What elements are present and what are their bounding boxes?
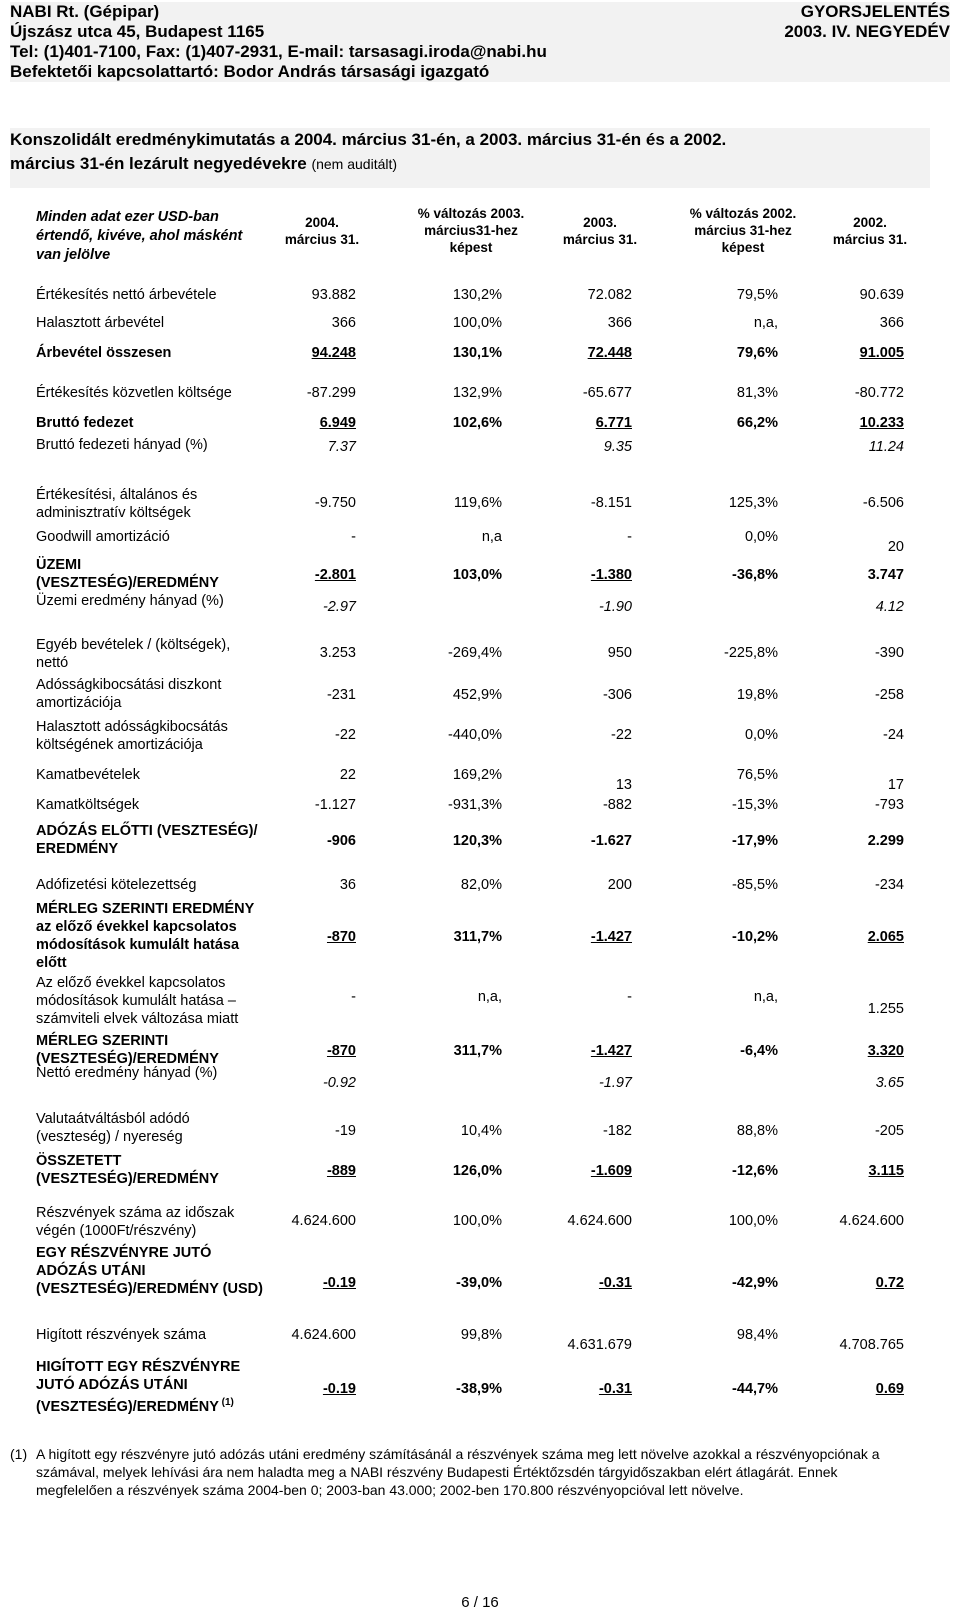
- cell-value: 11.24: [868, 439, 904, 455]
- cell-value: -889: [326, 1163, 356, 1179]
- cell-value: -231: [326, 687, 356, 703]
- cell-value: 100,0%: [728, 1213, 778, 1229]
- row-label: ÖSSZETETT (VESZTESÉG)/EREDMÉNY: [36, 1153, 219, 1187]
- cell-value: 950: [607, 645, 632, 661]
- cell-value: 6.949: [319, 415, 356, 431]
- cell-value: -6,4%: [740, 1043, 778, 1059]
- col-2004: 2004. március 31.: [284, 215, 360, 247]
- cell-value: 99,8%: [460, 1327, 502, 1343]
- cell-value: -9.750: [314, 495, 356, 511]
- col-change-2002: % változás 2002. március 31-hez képest: [689, 206, 797, 255]
- row-label: Részvények száma az időszak végén (1000Ft/részvény): [36, 1205, 235, 1239]
- row-label: Értékesítés nettó árbevétele: [36, 287, 217, 303]
- cell-value: -1.380: [590, 567, 632, 583]
- row-label: Értékesítési, általános és adminisztratív költségek: [36, 487, 198, 521]
- cell-value: 22: [339, 767, 356, 783]
- cell-value: 82,0%: [460, 877, 502, 893]
- cell-value: -2.801: [314, 567, 356, 583]
- row-label: Nettó eredmény hányad (%): [36, 1065, 218, 1081]
- cell-value: 3.747: [867, 567, 904, 583]
- cell-value: 98,4%: [736, 1327, 778, 1343]
- cell-value: -182: [602, 1123, 632, 1139]
- cell-value: -1.427: [590, 929, 632, 945]
- cell-value: n,a: [481, 529, 502, 545]
- cell-value: -205: [874, 1123, 904, 1139]
- cell-value: 4.624.600: [291, 1327, 356, 1343]
- cell-value: 36: [339, 877, 356, 893]
- row-label: Értékesítés közvetlen költsége: [36, 385, 232, 401]
- cell-value: -1.609: [590, 1163, 632, 1179]
- cell-value: 132,9%: [452, 385, 502, 401]
- title-line-2-text: március 31-én lezárult negyedévekre: [10, 154, 307, 173]
- cell-value: -931,3%: [447, 797, 502, 813]
- cell-value: -: [351, 529, 356, 545]
- cell-value: -12,6%: [732, 1163, 778, 1179]
- row-label: Kamatköltségek: [36, 797, 140, 813]
- row-label: Az előző évekkel kapcsolatos módosítások kumulált hatása – számviteli elvek változása miatt: [36, 975, 239, 1027]
- row-label: HIGÍTOTT EGY RÉSZVÉNYRE JUTÓ ADÓZÁS UTÁNI (VESZTESÉG)/EREDMÉNY $^{(1)}$: [36, 1359, 241, 1415]
- cell-value: 19,8%: [736, 687, 778, 703]
- row-label: ADÓZÁS ELŐTTI (VESZTESÉG)/ EREDMÉNY: [36, 823, 258, 857]
- cell-value: -1.427: [590, 1043, 632, 1059]
- cell-value: 79,5%: [736, 287, 778, 303]
- cell-value: -793: [874, 797, 904, 813]
- cell-value: n,a,: [753, 989, 778, 1005]
- cell-value: 79,6%: [736, 345, 778, 361]
- col-change-2003: % változás 2003. március31-hez képest: [417, 206, 525, 255]
- cell-value: 91.005: [859, 345, 904, 361]
- cell-value: 130,1%: [452, 345, 502, 361]
- cell-value: 72.082: [587, 287, 632, 303]
- cell-value: 76,5%: [736, 767, 778, 783]
- title-line-2: [10, 152, 930, 176]
- units-note: Minden adat ezer USD-ban értendő, kivéve, ahol másként van jelölve: [36, 209, 243, 263]
- col-2003: 2003. március 31.: [562, 215, 638, 247]
- cell-value: -390: [874, 645, 904, 661]
- company-address: Újszász utca 45, Budapest 1165: [10, 22, 265, 41]
- cell-value: 169,2%: [452, 767, 502, 783]
- cell-value: -6.506: [862, 495, 904, 511]
- cell-value: -0.19: [322, 1381, 356, 1397]
- row-label: MÉRLEG SZERINTI (VESZTESÉG)/EREDMÉNY: [36, 1033, 219, 1067]
- cell-value: 119,6%: [453, 495, 502, 511]
- cell-value: -269,4%: [447, 645, 502, 661]
- row-label: Üzemi eredmény hányad (%): [36, 593, 224, 609]
- cell-value: -80.772: [854, 385, 904, 401]
- cell-value: 13: [615, 777, 632, 793]
- cell-value: 311,7%: [453, 929, 502, 945]
- cell-value: 4.708.765: [839, 1337, 904, 1353]
- cell-value: 0,0%: [744, 529, 778, 545]
- cell-value: -10,2%: [732, 929, 778, 945]
- cell-value: 3.65: [875, 1075, 904, 1091]
- row-label: Kamatbevételek: [36, 767, 140, 783]
- cell-value: -42,9%: [732, 1275, 778, 1291]
- cell-value: 4.624.600: [839, 1213, 904, 1229]
- cell-value: -258: [874, 687, 904, 703]
- col-2002: 2002. március 31.: [832, 215, 908, 247]
- report-header: [10, 2, 950, 82]
- cell-value: 81,3%: [736, 385, 778, 401]
- footnote-mark: (1): [10, 1446, 28, 1462]
- cell-value: -0.31: [598, 1381, 632, 1397]
- cell-value: 100,0%: [452, 1213, 502, 1229]
- cell-value: 366: [331, 315, 356, 331]
- row-label: Goodwill amortizáció: [36, 529, 170, 545]
- audit-note: (nem auditált): [311, 156, 398, 172]
- cell-value: 125,3%: [728, 495, 778, 511]
- cell-value: 311,7%: [453, 1043, 502, 1059]
- title-line-1: Konszolidált eredménykimutatás a 2004. március 31-én, a 2003. március 31-én és a 2002.: [10, 130, 727, 149]
- row-label: Adósságkibocsátási diszkont amortizációja: [36, 677, 222, 711]
- cell-value: 20: [887, 539, 904, 555]
- cell-value: -870: [326, 929, 356, 945]
- company-contact: Tel: (1)401-7100, Fax: (1)407-2931, E-mail: tarsasagi.iroda@nabi.hu: [10, 42, 547, 61]
- cell-value: 200: [607, 877, 632, 893]
- row-label: EGY RÉSZVÉNYRE JUTÓ ADÓZÁS UTÁNI (VESZTESÉG)/EREDMÉNY (USD): [36, 1245, 263, 1297]
- cell-value: 2.299: [867, 833, 904, 849]
- cell-value: 366: [879, 315, 904, 331]
- cell-value: -85,5%: [732, 877, 778, 893]
- cell-value: -306: [602, 687, 632, 703]
- investor-relations: Befektetői kapcsolattartó: Bodor András társasági igazgató: [10, 62, 490, 81]
- cell-value: -1.627: [590, 833, 632, 849]
- cell-value: 72.448: [587, 345, 632, 361]
- cell-value: n,a,: [753, 315, 778, 331]
- cell-value: 93.882: [311, 287, 356, 303]
- cell-value: -906: [326, 833, 356, 849]
- cell-value: -1.90: [598, 599, 632, 615]
- cell-value: -38,9%: [456, 1381, 502, 1397]
- cell-value: -0.19: [322, 1275, 356, 1291]
- cell-value: -8.151: [590, 495, 632, 511]
- cell-value: 102,6%: [452, 415, 502, 431]
- cell-value: -44,7%: [732, 1381, 778, 1397]
- cell-value: -440,0%: [447, 727, 502, 743]
- cell-value: 4.624.600: [291, 1213, 356, 1229]
- company-name: NABI Rt. (Gépipar): [10, 2, 160, 21]
- cell-value: -: [627, 989, 632, 1005]
- cell-value: n,a,: [477, 989, 502, 1005]
- cell-value: -36,8%: [732, 567, 778, 583]
- footnote-text: A higított egy részvényre jutó adózás utáni eredmény számításánál a részvények száma meg lett növelve azokkal a részvényopciónak a számával, melyek lehívási ára nem haladta meg a NABI részvény Budapesti Értéktőzsdén tárgyidőszakban elért átlagárát. Ennek megfelelően a részvények száma 2004-ben 0; 2003-ban 43.000; 2002-ben 170.800 részvényopcióval lett növelve.: [36, 1446, 880, 1498]
- report-period: 2003. IV. NEGYEDÉV: [784, 22, 950, 41]
- row-label: Bruttó fedezet: [36, 415, 134, 431]
- cell-value: 3.253: [319, 645, 356, 661]
- cell-value: -22: [611, 727, 632, 743]
- row-label: Halasztott adósságkibocsátás költségének amortizációja: [36, 719, 228, 753]
- cell-value: -: [627, 529, 632, 545]
- cell-value: -0.92: [322, 1075, 356, 1091]
- cell-value: -17,9%: [732, 833, 778, 849]
- cell-value: 9.35: [603, 439, 632, 455]
- cell-value: 2.065: [867, 929, 904, 945]
- cell-value: -65.677: [582, 385, 632, 401]
- cell-value: -39,0%: [456, 1275, 502, 1291]
- cell-value: -87.299: [306, 385, 356, 401]
- row-label: Valutaátváltásból adódó (veszteség) / nyereség: [36, 1111, 190, 1145]
- cell-value: -19: [335, 1123, 356, 1139]
- row-label: Higított részvények száma: [36, 1327, 207, 1343]
- cell-value: 0.72: [875, 1275, 904, 1291]
- cell-value: -1.127: [314, 797, 356, 813]
- cell-value: 0,0%: [744, 727, 778, 743]
- cell-value: 10,4%: [460, 1123, 502, 1139]
- footnote-ref: (1): [218, 1397, 234, 1408]
- cell-value: 94.248: [311, 345, 356, 361]
- row-label: MÉRLEG SZERINTI EREDMÉNY az előző évekkel kapcsolatos módosítások kumulált hatása előtt: [36, 901, 255, 971]
- cell-value: -: [351, 989, 356, 1005]
- cell-value: -234: [874, 877, 904, 893]
- cell-value: -2.97: [322, 599, 356, 615]
- cell-value: 126,0%: [452, 1163, 502, 1179]
- row-label: Bruttó fedezeti hányad (%): [36, 437, 208, 453]
- cell-value: 4.12: [875, 599, 904, 615]
- row-label: Egyéb bevételek / (költségek), nettó: [36, 637, 231, 671]
- row-label: ÜZEMI (VESZTESÉG)/EREDMÉNY: [36, 557, 219, 591]
- cell-value: 6.771: [595, 415, 632, 431]
- cell-value: 7.37: [327, 439, 356, 455]
- cell-value: -24: [883, 727, 904, 743]
- cell-value: 17: [887, 777, 904, 793]
- cell-value: 66,2%: [736, 415, 778, 431]
- cell-value: 130,2%: [452, 287, 502, 303]
- cell-value: 4.624.600: [567, 1213, 632, 1229]
- cell-value: -225,8%: [723, 645, 778, 661]
- cell-value: 88,8%: [736, 1123, 778, 1139]
- cell-value: 3.115: [868, 1163, 904, 1179]
- cell-value: 4.631.679: [567, 1337, 632, 1353]
- cell-value: 120,3%: [452, 833, 502, 849]
- footnote: [10, 1445, 916, 1499]
- cell-value: 0.69: [875, 1381, 904, 1397]
- page-number: 6 / 16: [461, 1594, 499, 1611]
- cell-value: -1.97: [598, 1075, 632, 1091]
- cell-value: 3.320: [867, 1043, 904, 1059]
- cell-value: -0.31: [598, 1275, 632, 1291]
- row-label: Halasztott árbevétel: [36, 315, 165, 331]
- cell-value: 103,0%: [452, 567, 502, 583]
- cell-value: 366: [607, 315, 632, 331]
- cell-value: 1.255: [867, 1001, 904, 1017]
- cell-value: -15,3%: [732, 797, 778, 813]
- cell-value: -882: [602, 797, 632, 813]
- cell-value: 100,0%: [452, 315, 502, 331]
- cell-value: -870: [326, 1043, 356, 1059]
- cell-value: 452,9%: [452, 687, 502, 703]
- row-label: Adófizetési kötelezettség: [36, 877, 197, 893]
- report-type: GYORSJELENTÉS: [800, 2, 950, 21]
- statement-title: [10, 128, 930, 188]
- row-label: Árbevétel összesen: [36, 345, 172, 361]
- cell-value: 90.639: [859, 287, 904, 303]
- cell-value: -22: [335, 727, 356, 743]
- cell-value: 10.233: [859, 415, 904, 431]
